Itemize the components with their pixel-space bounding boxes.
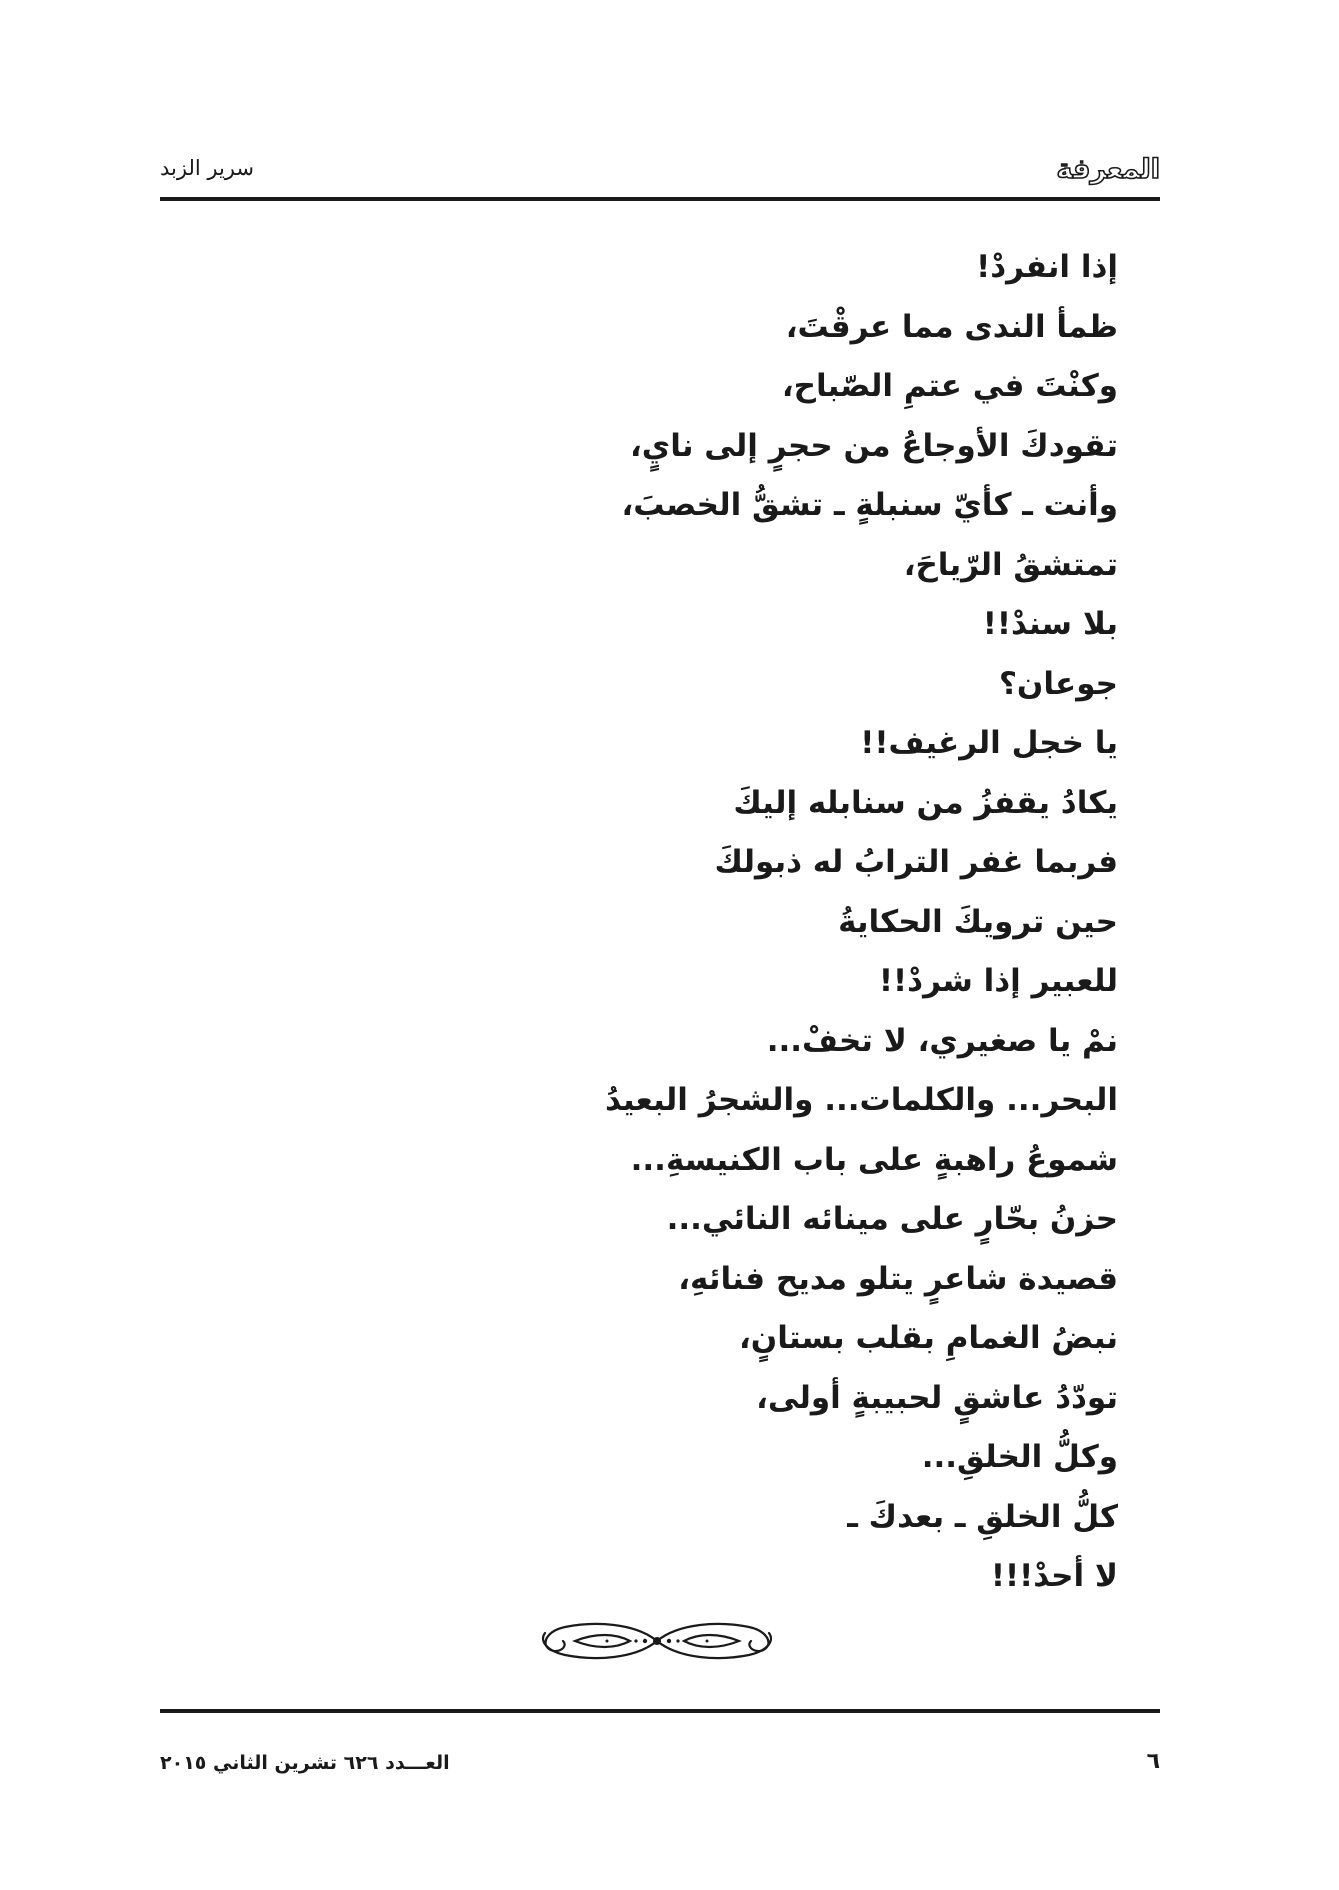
poem-line: بلا سندْ!! bbox=[982, 606, 1118, 642]
poem-line: تمتشقُ الرّياحَ، bbox=[903, 546, 1118, 583]
poem-line: وكلُّ الخلقِ... bbox=[921, 1439, 1118, 1475]
poem-line: لا أحدْ!!! bbox=[990, 1558, 1118, 1594]
poem-line: يا خجل الرغيف!! bbox=[860, 725, 1118, 761]
poem-line: وكنْتَ في عتمِ الصّباح، bbox=[781, 368, 1118, 404]
page-header bbox=[160, 150, 1160, 196]
poem-line: كلُّ الخلقِ ـ بعدكَ ـ bbox=[847, 1498, 1118, 1535]
poem-line: وأنت ـ كأيّ سنبلةٍ ـ تشقُّ الخصبَ، bbox=[621, 487, 1118, 523]
running-title: سرير الزبد bbox=[160, 156, 254, 180]
poem-line: للعبير إذا شردْ!! bbox=[878, 963, 1118, 999]
poem-line: تقودكَ الأوجاعُ من حجرٍ إلى نايٍ، bbox=[630, 427, 1118, 464]
poem-line: ظمأ الندى مما عرقْتَ، bbox=[785, 308, 1118, 345]
poem-line: إذا انفردْ! bbox=[976, 249, 1118, 285]
poem-line: نبضُ الغمامِ بقلب بستانٍ، bbox=[738, 1320, 1118, 1356]
poem-line: يكادُ يقفزُ من سنابله إليكَ bbox=[733, 784, 1118, 821]
poem-line: حين ترويكَ الحكايةُ bbox=[838, 903, 1118, 940]
ornament-divider bbox=[535, 1613, 779, 1669]
issue-info: العـــدد ٦٢٦ تشرين الثاني ٢٠١٥ bbox=[160, 1752, 450, 1774]
poem-line: شموعُ راهبةٍ على باب الكنيسةِ... bbox=[630, 1141, 1118, 1178]
magazine-logo: المعرفة bbox=[1056, 154, 1160, 185]
poem-line: جوعان؟ bbox=[998, 665, 1118, 702]
page-number: ٦ bbox=[1146, 1749, 1160, 1774]
footer-rule bbox=[160, 1709, 1160, 1713]
poem-line: البحر... والكلمات... والشجرُ البعيدُ bbox=[604, 1082, 1118, 1118]
poem-line: نمْ يا صغيري، لا تخفْ... bbox=[766, 1022, 1118, 1059]
poem-line: تودّدُ عاشقٍ لحبيبةٍ أولى، bbox=[756, 1379, 1118, 1416]
poem-line: قصيدة شاعرٍ يتلو مديح فنائهِ، bbox=[678, 1260, 1118, 1297]
poem-text bbox=[358, 238, 1118, 1607]
poem-line: حزنُ بحّارٍ على مينائه النائي... bbox=[666, 1201, 1118, 1237]
poem-line: فربما غفر الترابُ له ذبولكَ bbox=[714, 844, 1118, 880]
header-rule bbox=[160, 197, 1160, 201]
